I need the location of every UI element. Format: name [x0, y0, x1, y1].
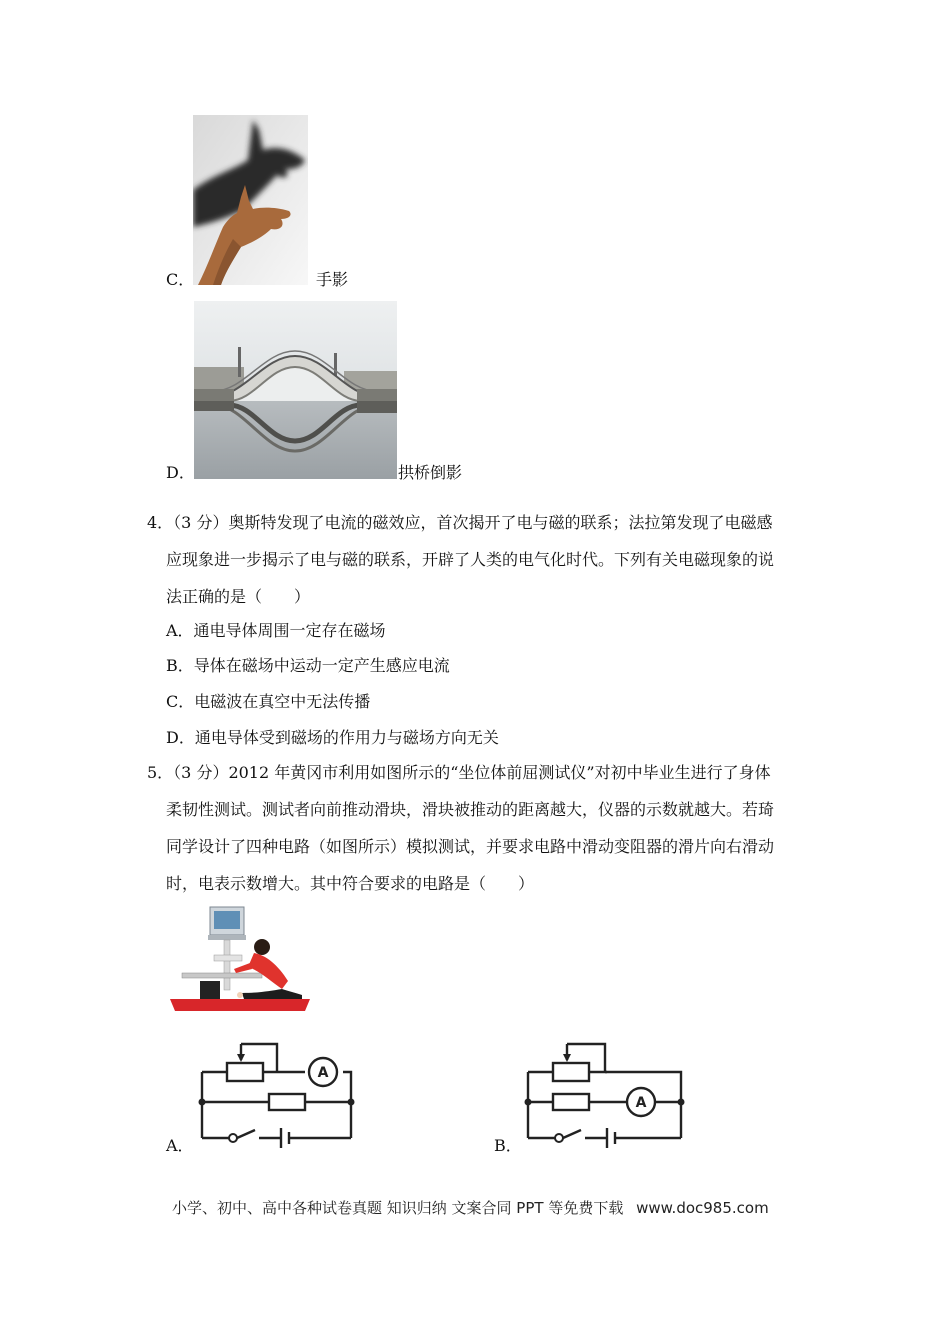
q5-stem-line-1: 5．（3 分）2012 年黄冈市利用如图所示的“坐位体前屈测试仪”对初中毕业生进行了身体 — [147, 763, 771, 782]
option-d-caption: 拱桥倒影 — [398, 463, 463, 482]
q4-option-d: D．通电导体受到磁场的作用力与磁场方向无关 — [166, 728, 499, 747]
q5-option-b-letter: B． — [494, 1136, 522, 1155]
flexibility-tester-photo — [170, 905, 310, 1011]
q5-stem-line-4: 时，电表示数增大。其中符合要求的电路是（ ） — [166, 874, 535, 893]
q4-stem-line-3: 法正确的是（ ） — [166, 587, 311, 606]
footer-url[interactable]: www.doc985.com — [636, 1199, 769, 1217]
q5-stem-line-2: 柔韧性测试。测试者向前推动滑块，滑块被推动的距离越大，仪器的示数就越大。若琦 — [166, 800, 775, 819]
option-d-letter: D． — [166, 463, 195, 482]
circuit-diagram-b — [519, 1038, 689, 1150]
footer-text: 小学、初中、高中各种试卷真题 知识归纳 文案合同 PPT 等免费下载 — [172, 1199, 624, 1217]
q4-stem-line-1: 4．（3 分）奥斯特发现了电流的磁效应，首次揭开了电与磁的联系；法拉第发现了电磁感 — [147, 513, 773, 532]
q4-stem-line-2: 应现象进一步揭示了电与磁的联系，开辟了人类的电气化时代。下列有关电磁现象的说 — [166, 550, 775, 569]
q5-stem-line-3: 同学设计了四种电路（如图所示）模拟测试，并要求电路中滑动变阻器的滑片向右滑动 — [166, 837, 775, 856]
circuit-diagram-a — [193, 1038, 363, 1150]
q5-option-a-letter: A． — [166, 1136, 194, 1155]
arch-bridge-photo — [194, 301, 397, 479]
ammeter-label-a: A — [317, 1065, 329, 1081]
option-c-caption: 手影 — [316, 270, 349, 289]
ammeter-label-b: A — [635, 1095, 647, 1111]
option-c-letter: C． — [166, 270, 195, 289]
q4-option-b: B．导体在磁场中运动一定产生感应电流 — [166, 656, 450, 675]
q4-option-a: A．通电导体周围一定存在磁场 — [166, 621, 386, 640]
footer — [172, 1197, 769, 1218]
hand-shadow-photo — [193, 115, 308, 285]
q4-option-c: C．电磁波在真空中无法传播 — [166, 692, 371, 711]
